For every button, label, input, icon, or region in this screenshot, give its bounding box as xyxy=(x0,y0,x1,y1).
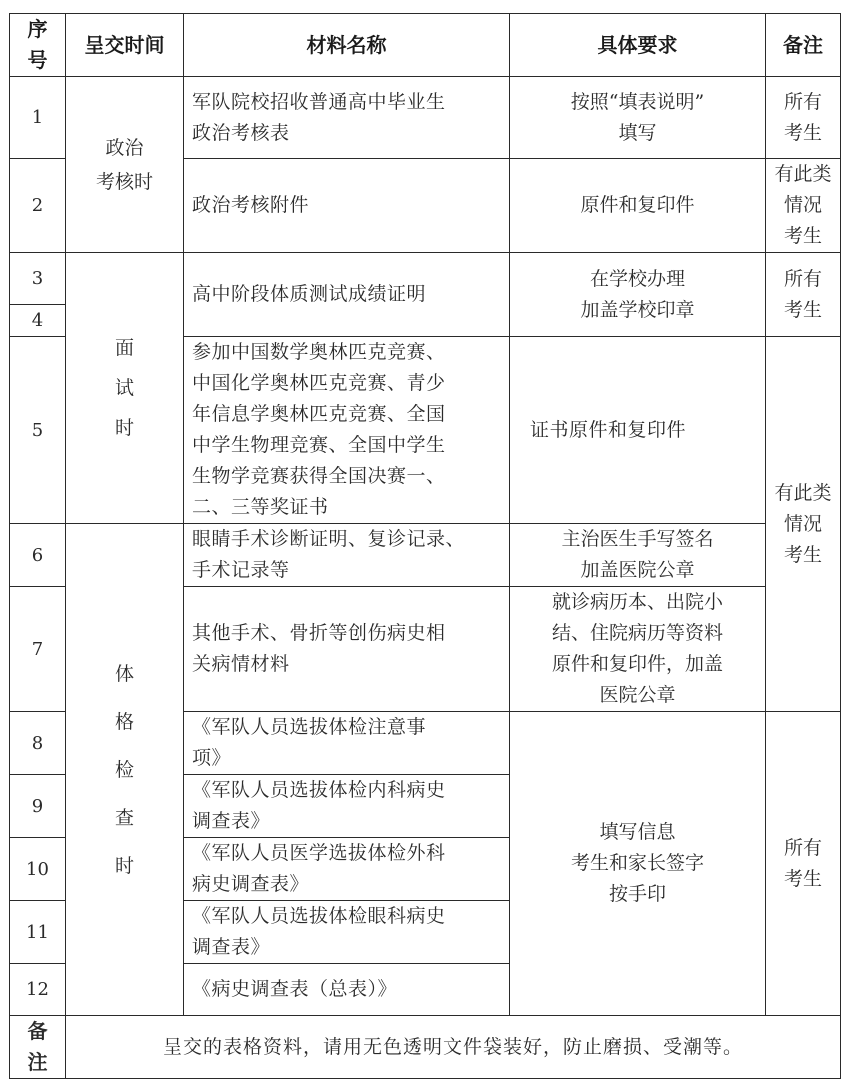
table-row xyxy=(10,253,841,305)
requirement xyxy=(510,712,766,1016)
material-name xyxy=(184,524,510,587)
requirement xyxy=(510,337,766,524)
footer-remark-text: 呈交的表格资料，请用无色透明文件袋装好，防止磨损、受潮等。 xyxy=(66,1016,841,1079)
remark xyxy=(766,77,841,159)
remark xyxy=(766,712,841,1016)
remark-text: 有此类 情况 考生 xyxy=(774,163,832,247)
row-index: 5 xyxy=(10,337,66,524)
group-political-check xyxy=(66,77,184,253)
table-header-row xyxy=(10,14,841,77)
material-name xyxy=(184,337,510,524)
row-index: 9 xyxy=(10,775,66,838)
row-index: 4 xyxy=(10,305,66,337)
material-name xyxy=(184,838,510,901)
material-text: 高中阶段体质测试成绩证明 xyxy=(192,283,427,305)
remark-text: 所有 考生 xyxy=(783,90,822,144)
requirement xyxy=(510,587,766,712)
row-index: 1 xyxy=(10,77,66,159)
requirement-text: 原件和复印件 xyxy=(580,194,695,216)
row-index: 3 xyxy=(10,253,66,305)
requirement-text: 按照“填表说明” 填写 xyxy=(570,90,705,144)
requirement-text: 在学校办理 加盖学校印章 xyxy=(580,267,695,321)
material-text: 眼睛手术诊断证明、复诊记录、 手术记录等 xyxy=(192,528,466,581)
material-name xyxy=(184,775,510,838)
group-label: 政治 考核时 xyxy=(95,136,153,193)
material-text: 其他手术、骨折等创伤病史相 关病情材料 xyxy=(192,622,446,675)
material-text: 《军队人员选拔体检注意事 项》 xyxy=(192,716,427,769)
header-remark: 备注 xyxy=(766,14,841,77)
requirement-text: 主治医生手写签名 加盖医院公章 xyxy=(561,528,714,581)
material-text: 《军队人员选拔体检眼科病史 调查表》 xyxy=(192,905,446,958)
material-name xyxy=(184,901,510,964)
remark xyxy=(766,253,841,337)
group-physical-exam xyxy=(66,524,184,1016)
material-name xyxy=(184,77,510,159)
remark-text: 所有 考生 xyxy=(783,836,822,890)
material-name xyxy=(184,159,510,253)
material-text: 《军队人员选拔体检内科病史 调查表》 xyxy=(192,779,446,832)
remark-text: 有此类 情况 考生 xyxy=(774,481,832,566)
requirement xyxy=(510,253,766,337)
table-row xyxy=(10,77,841,159)
material-text: 《军队人员医学选拔体检外科 病史调查表》 xyxy=(192,842,446,895)
row-index: 12 xyxy=(10,964,66,1016)
row-index: 7 xyxy=(10,587,66,712)
requirement xyxy=(510,524,766,587)
material-text: 参加中国数学奥林匹克竞赛、 中国化学奥林匹克竞赛、青少 年信息学奥林匹克竞赛、全国 中学生物理竞赛、全国中学生 生物学竞赛获得全国决赛一、 二、三等奖证书 xyxy=(192,341,446,518)
row-index: 2 xyxy=(10,159,66,253)
materials-table xyxy=(9,13,841,1079)
header-index: 序号 xyxy=(10,14,66,77)
row-index: 6 xyxy=(10,524,66,587)
material-name xyxy=(184,253,510,337)
requirement xyxy=(510,159,766,253)
material-text: 政治考核附件 xyxy=(192,194,310,216)
material-text: 《病史调查表（总表）》 xyxy=(192,978,398,1000)
remark xyxy=(766,337,841,712)
header-material-name: 材料名称 xyxy=(184,14,510,77)
requirement-text: 就诊病历本、出院小 结、住院病历等资料 原件和复印件，加盖 医院公章 xyxy=(551,591,723,706)
materials-table-container xyxy=(9,13,841,1079)
row-index: 8 xyxy=(10,712,66,775)
remark-text: 所有 考生 xyxy=(783,267,822,321)
row-index: 11 xyxy=(10,901,66,964)
requirement xyxy=(510,77,766,159)
requirement-text: 证书原件和复印件 xyxy=(530,418,687,441)
group-interview xyxy=(66,253,184,524)
remark xyxy=(766,159,841,253)
header-submit-time: 呈交时间 xyxy=(66,14,184,77)
material-name xyxy=(184,587,510,712)
group-label: 面 试 时 xyxy=(114,337,134,439)
table-row xyxy=(10,524,841,587)
row-index: 10 xyxy=(10,838,66,901)
footer-remark-label: 备注 xyxy=(10,1016,66,1079)
material-text: 军队院校招收普通高中毕业生 政治考核表 xyxy=(192,90,446,144)
material-name xyxy=(184,964,510,1016)
requirement-text: 填写信息 考生和家长签字 按手印 xyxy=(570,821,704,905)
header-requirement: 具体要求 xyxy=(510,14,766,77)
table-footer-row xyxy=(10,1016,841,1079)
group-label: 体 格 检 查 时 xyxy=(114,662,134,877)
material-name xyxy=(184,712,510,775)
